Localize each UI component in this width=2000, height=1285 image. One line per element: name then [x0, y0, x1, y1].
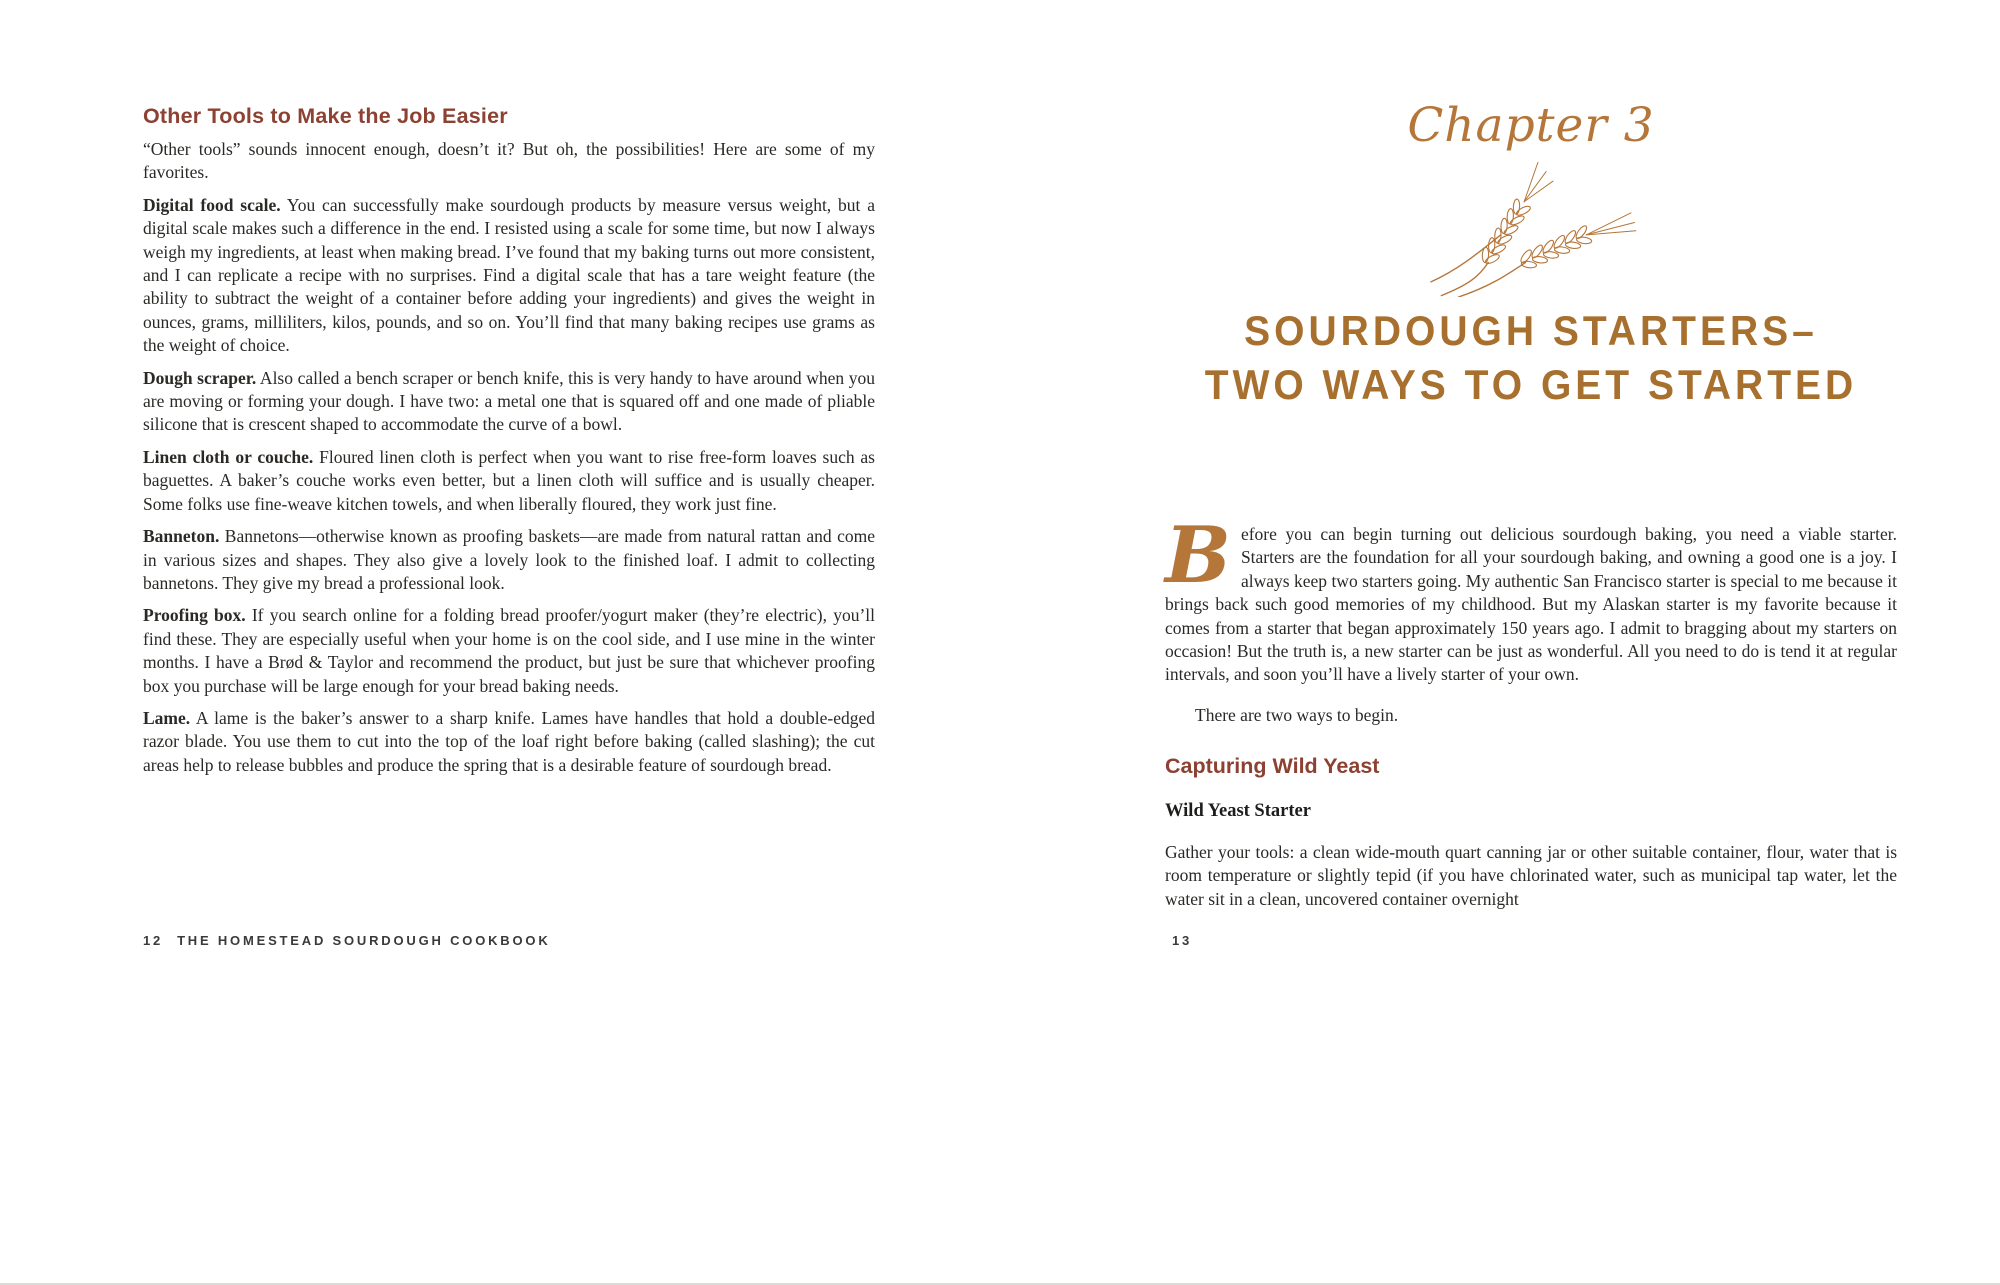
tool-lead: Banneton. — [143, 526, 220, 547]
chapter-title — [1165, 305, 1897, 413]
left-page-footer — [143, 933, 551, 948]
tool-paragraph-proofing-box — [143, 604, 875, 698]
wheat-icon — [1406, 159, 1656, 297]
tool-text: You can successfully make sourdough products by measure versus weight, but a digital scale makes such a difference in the end. I resisted using a scale for some time, but now I always weigh my ingredients, at least when making bread. I’ve found that my baking turns out more consistent, and I can replicate a recipe with no surprises. Find a digital scale that has a tare weight feature (the ability to subtract the weight of a container before adding your ingredients) and gives the weight in ounces, grams, milliliters, kilos, pounds, and so on. You’ll find that many baking recipes use grams as the weight of choice. — [143, 194, 875, 356]
chapter-title-line2: TWO WAYS TO GET STARTED — [1204, 362, 1858, 409]
dropcap-letter: B — [1165, 510, 1231, 601]
page-left — [0, 0, 1000, 1283]
right-body-paragraph: Gather your tools: a clean wide-mouth quart canning jar or other suitable container, flour, water that is room temperature or slightly tepid (if you have chlorinated water, such as municipal tap water, let the water sit in a clean, uncovered container overnight — [1165, 841, 1897, 909]
tool-text: If you search online for a folding bread proofer/yogurt maker (they’re electric), you’ll find these. They are especially useful when your home is on the cool side, and I use mine in the winter months. I have a Brød & Taylor and recommend the product, but just be sure that whichever proofing box you purchase will be large enough for your bread baking needs. — [143, 605, 875, 696]
tool-paragraph-lame — [143, 707, 875, 777]
right-subheading: Wild Yeast Starter — [1165, 800, 1311, 821]
left-section-heading: Other Tools to Make the Job Easier — [143, 104, 508, 128]
page-number: 12 — [143, 933, 164, 948]
wheat-illustration-wrap — [1165, 159, 1897, 299]
tool-paragraph-linen-cloth — [143, 446, 875, 516]
tool-paragraph-banneton — [143, 525, 875, 595]
chapter-title-line1: SOURDOUGH STARTERS– — [1244, 308, 1818, 355]
tool-lead: Lame. — [143, 707, 191, 728]
tool-text: Bannetons—otherwise known as proofing baskets—are made from natural rattan and come in various sizes and shapes. They also give a lovely look to the finished loaf. I admit to collecting bannetons. They give my bread a professional look. — [143, 526, 875, 593]
tool-lead: Linen cloth or couche. — [143, 446, 314, 467]
running-book-title: THE HOMESTEAD SOURDOUGH COOKBOOK — [177, 933, 551, 948]
tool-text: A lame is the baker’s answer to a sharp knife. Lames have handles that hold a double-edged razor blade. You use them to cut into the top of the loaf right before baking (called slashing); the cut areas help to release bubbles and produce the spring that is a desirable feature of sourdough bread. — [143, 707, 875, 775]
opening-paragraph — [1165, 510, 1897, 687]
second-paragraph: There are two ways to begin. — [1195, 705, 1399, 726]
right-section-heading: Capturing Wild Yeast — [1165, 753, 1380, 778]
tool-paragraph-digital-scale — [143, 194, 875, 358]
page-right — [1000, 0, 2000, 1283]
tool-paragraph-dough-scraper — [143, 367, 875, 437]
opening-text: efore you can begin turning out delicious sourdough baking, you need a viable starter. Starters are the foundation for all your sourdough baking, and owning a good one is a joy. I always keep two starters going. My authentic San Francisco starter is special to me because it brings back such good memories of my childhood. But my Alaskan starter is my favorite because it comes from a starter that began approximately 150 years ago. I admit to bragging about my starters on occasion! But the truth is, a new starter can be just as wonderful. All you need to do is tend it at regular intervals, and soon you’ll have a lively starter of your own. — [1165, 524, 1897, 685]
tool-lead: Dough scraper. — [143, 367, 257, 388]
page-number: 13 — [1172, 933, 1193, 948]
right-page-footer — [1172, 933, 1192, 948]
chapter-label: Chapter 3 — [1407, 98, 1655, 153]
tool-lead: Digital food scale. — [143, 194, 281, 215]
right-text-column — [1165, 0, 1897, 911]
intro-paragraph: “Other tools” sounds innocent enough, doesn’t it? But oh, the possibilities! Here are some of my favorites. — [143, 139, 875, 183]
tool-lead: Proofing box. — [143, 605, 246, 626]
left-text-column — [143, 104, 875, 777]
tool-text: Floured linen cloth is perfect when you want to rise free-form loaves such as baguettes. A baker’s couche works even better, but a linen cloth will suffice and is usually cheaper. Some folks use fine-weave kitchen towels, and when liberally floured, they work just fine. — [143, 446, 875, 514]
tool-text: Also called a bench scraper or bench knife, this is very handy to have around when you are moving or forming your dough. I have two: a metal one that is squared off and one made of pliable silicone that is crescent shaped to accommodate the curve of a bowl. — [143, 367, 875, 435]
